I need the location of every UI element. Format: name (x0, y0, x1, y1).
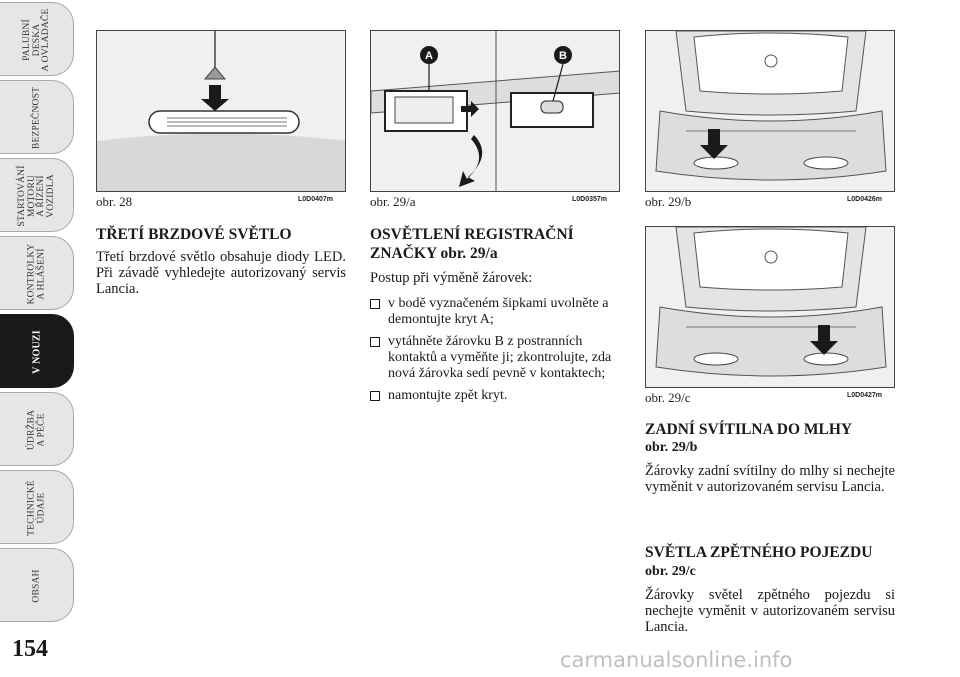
figure-29c-caption: obr. 29/c (645, 390, 691, 405)
figure-29a-caption: obr. 29/a (370, 194, 416, 209)
tab-label: V NOUZI (31, 330, 43, 374)
tab-label: PALUBNÍ DESKA A OVLADAČE (21, 8, 51, 72)
tab-label: TECHNICKÉ ÚDAJE (26, 480, 46, 536)
tab-kontrolky[interactable] (0, 236, 74, 310)
heading-rear-fog-light: ZADNÍ SVÍTILNA DO MLHY (645, 421, 853, 438)
tab-label: ÚDRŽBA A PÉČE (26, 409, 46, 451)
figure-29b-caption: obr. 29/b (645, 194, 692, 209)
tab-udrzba[interactable] (0, 392, 74, 466)
page-number: 154 (12, 636, 48, 662)
figure-28-code: L0D0407m (298, 196, 334, 203)
list-item: vytáhněte žárovku B z postranních kontaktů a vyměňte ji; zkontrolujte, zda nová žárovka sedí pevně v kontaktech; (370, 334, 620, 382)
heading-third-brake-light: TŘETÍ BRZDOVÉ SVĚTLO (96, 226, 292, 243)
tab-startovani[interactable] (0, 158, 74, 232)
checkbox-icon (370, 337, 380, 347)
checkbox-icon (370, 391, 380, 401)
figure-28 (96, 30, 346, 192)
label-b: B (559, 50, 567, 62)
tab-label: KONTROLKY A HLÁŠENÍ (26, 243, 46, 305)
watermark: carmanualsonline.info (560, 648, 793, 672)
text-reversing-light: Žárovky světel zpětného pojezdu si nechejte vyměnit v autorizovaném servisu Lancia. (645, 587, 895, 635)
label-a: A (425, 50, 433, 62)
tab-obsah[interactable] (0, 548, 74, 622)
reversing-light-illustration (646, 227, 895, 388)
steps-list (370, 296, 620, 410)
tab-v-nouzi[interactable] (0, 314, 74, 388)
heading-license-plate-light: OSVĚTLENÍ REGISTRAČNÍ ZNAČKY obr. 29/a (370, 226, 574, 262)
figure-29c (645, 226, 895, 388)
tab-technicke-udaje[interactable] (0, 470, 74, 544)
figure-29c-code: L0D0427m (847, 392, 883, 399)
list-item: namontujte zpět kryt. (370, 388, 620, 404)
sub-reversing-light: obr. 29/c (645, 564, 696, 579)
tab-label: STARTOVÁNÍ MOTORU A ŘÍZENÍ VOZIDLA (17, 165, 56, 227)
license-plate-light-illustration (371, 31, 620, 192)
text-rear-fog-light: Žárovky zadní svítilny do mlhy si nechejte vyměnit v autorizovaném servisu Lancia. (645, 463, 895, 495)
checkbox-icon (370, 299, 380, 309)
tab-label: BEZPEČNOST (31, 86, 42, 150)
figure-29a-code: L0D0357m (572, 196, 608, 203)
list-item: v bodě vyznačeném šipkami uvolněte a demontujte kryt A; (370, 296, 620, 328)
figure-29b (645, 30, 895, 192)
heading-reversing-light: SVĚTLA ZPĚTNÉHO POJEZDU (645, 544, 873, 561)
sub-rear-fog-light: obr. 29/b (645, 440, 698, 455)
tab-label: OBSAH (31, 569, 42, 603)
tab-palubni-deska[interactable] (0, 2, 74, 76)
intro-text: Postup při výměně žárovek: (370, 270, 533, 286)
figure-29a (370, 30, 620, 192)
tab-bezpecnost[interactable] (0, 80, 74, 154)
section-tabs (0, 0, 74, 640)
third-brake-light-illustration (97, 31, 346, 192)
text-third-brake-light: Třetí brzdové světlo obsahuje diody LED. Při závadě vyhledejte autorizovaný servis Lancia. (96, 249, 346, 297)
figure-28-caption: obr. 28 (96, 194, 133, 209)
figure-29b-code: L0D0426m (847, 196, 883, 203)
rear-fog-light-illustration (646, 31, 895, 192)
